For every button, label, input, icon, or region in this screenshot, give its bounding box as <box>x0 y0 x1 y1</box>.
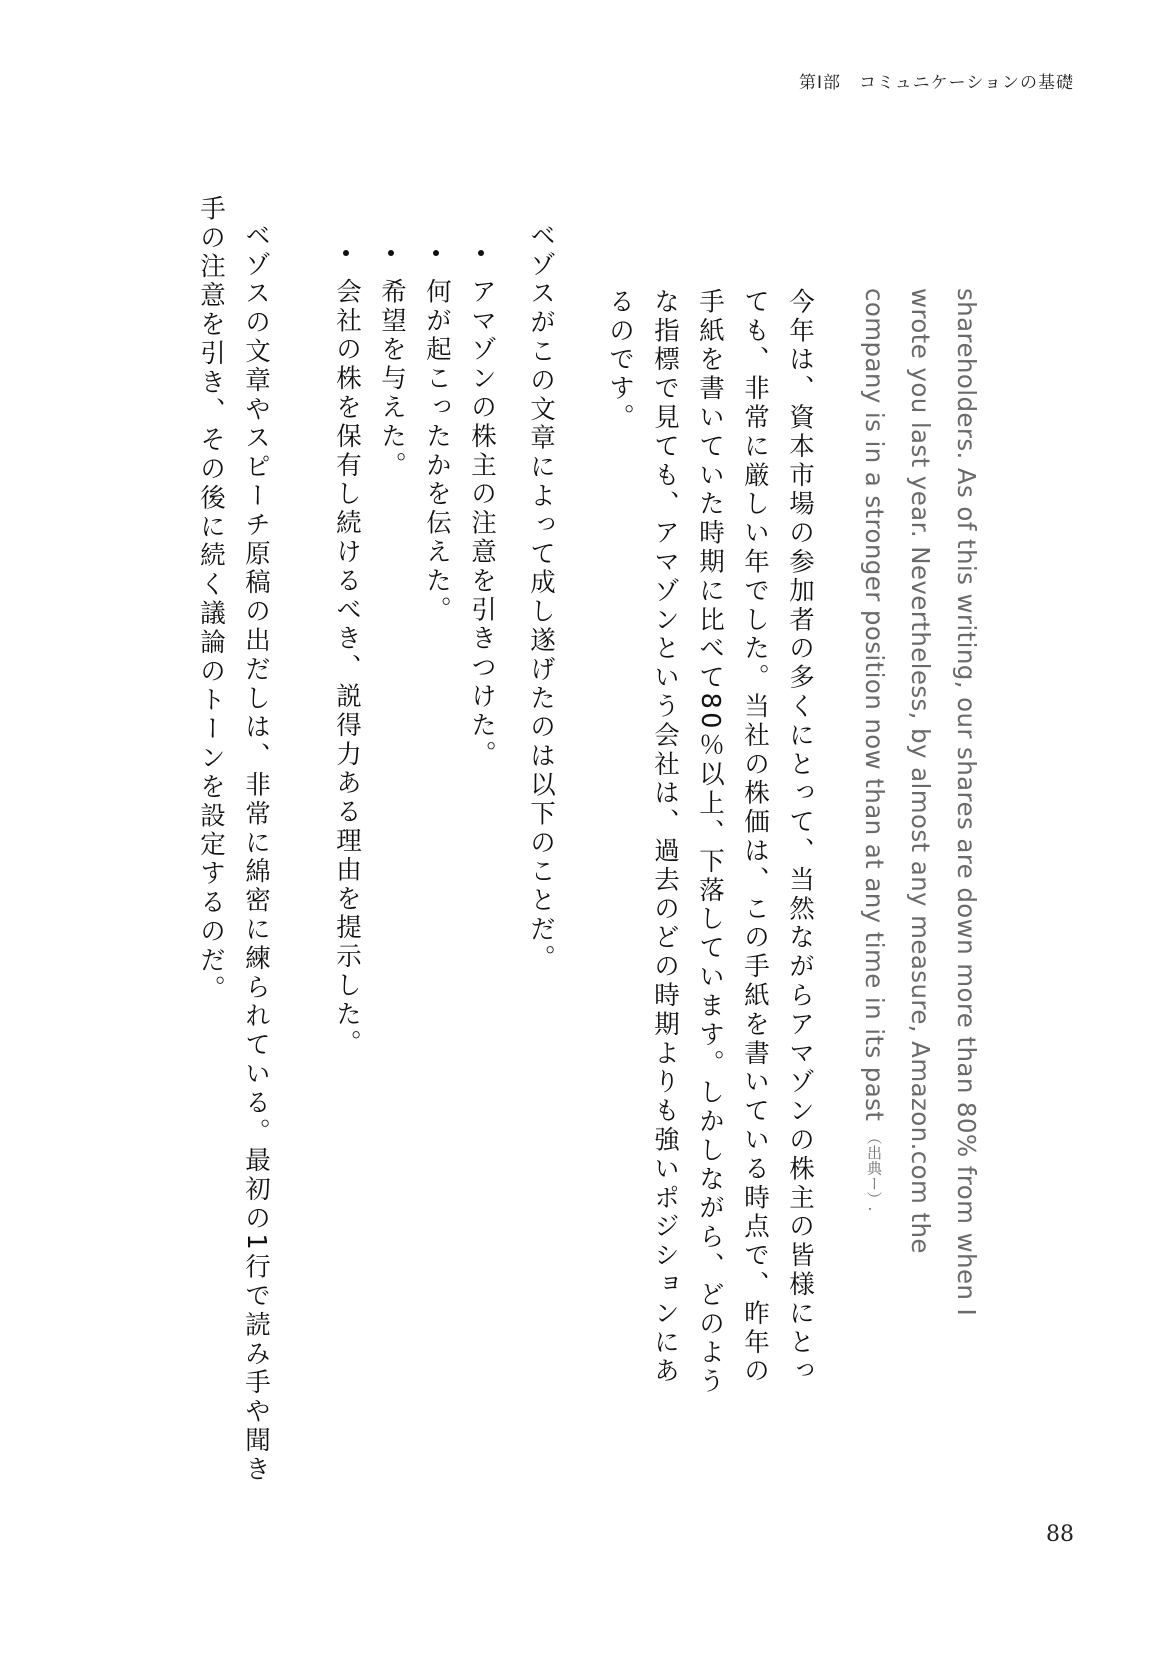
page-number: 88 <box>1046 1522 1074 1547</box>
quote-english-line-1: shareholders. As of this writing, our shares are down more than 80% from when I <box>952 288 981 1317</box>
body-intro: ベゾスがこの文章によって成し遂げたのは以下のことだ。 <box>526 222 556 974</box>
quote-japanese-line-3: 手紙を書いていた時期に比べて80％以上、下落しています。しかしながら、どのよう <box>695 288 725 1397</box>
bullet-dot <box>478 250 484 256</box>
bullet-item-2: 何が起こったかを伝えた。 <box>422 278 452 625</box>
source-note: （出典ー）. <box>865 1129 883 1212</box>
quote-japanese-line-1: 今年は、資本市場の参加者の多くにとって、当然ながらアマゾンの株主の皆様にとっ <box>785 288 815 1387</box>
bullet-item-4: 会社の株を保有し続けるべき、説得力ある理由を提示した。 <box>332 278 362 1059</box>
bullet-dot <box>433 250 439 256</box>
quote-japanese-line-4: な指標で見ても、アマゾンという会社は、過去のどの時期よりも強いポジションにあ <box>650 288 680 1387</box>
closing-line-1: ベゾスの文章やスピーチ原稿の出だしは、非常に綿密に練られている。最初の1行で読み手や聞き <box>241 222 271 1485</box>
quote-japanese-line-5: るのです。 <box>605 288 635 433</box>
bullet-item-1: アマゾンの株主の注意を引きつけた。 <box>467 278 497 770</box>
bullet-dot <box>388 250 394 256</box>
quote-english-line-2: wrote you last year. Nevertheless, by almost any measure, Amazon.com the <box>906 288 935 1254</box>
bullet-item-3: 希望を与えた。 <box>377 278 407 481</box>
quote-english-line-3-text: company is in a stronger position now than at any time in its past <box>860 288 889 1122</box>
quote-english-line-3 <box>860 288 889 1212</box>
bullet-dot <box>343 250 349 256</box>
closing-line-2: 手の注意を引き、その後に続く議論のトーンを設定するのだ。 <box>196 195 226 1005</box>
running-head: 第Ⅰ部 コミュニケーションの基礎 <box>799 73 1074 93</box>
quote-japanese-line-2: ても、非常に厳しい年でした。当社の株価は、この手紙を書いている時点で、昨年の <box>740 288 770 1387</box>
